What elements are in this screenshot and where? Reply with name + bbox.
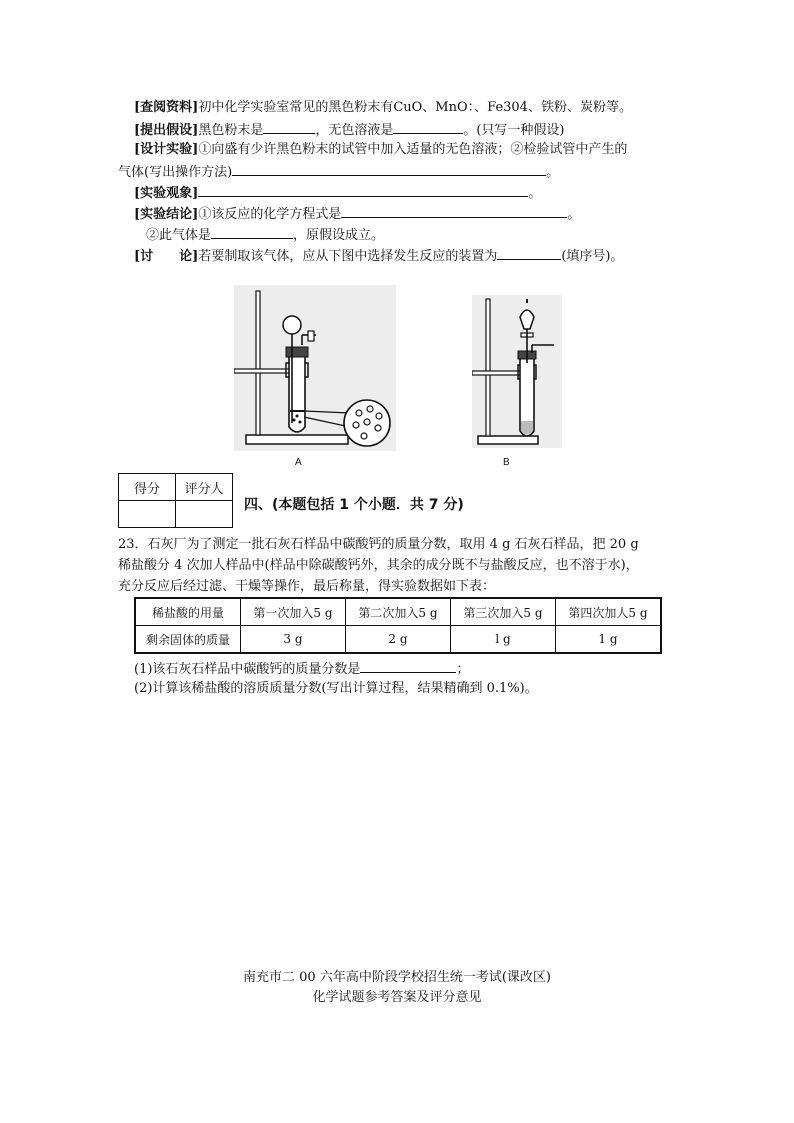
- table-cell: 第四次加人5 g: [556, 598, 662, 626]
- q23-line-3: 充分反应后经过滤、干燥等操作，最后称量，得实验数据如下表：: [118, 579, 496, 594]
- q22-line-7: [146, 225, 384, 245]
- tag-observation: [实验观象]: [134, 186, 199, 201]
- table-cell: 1 g: [556, 626, 662, 654]
- text-operation: 气体(写出操作方法): [118, 165, 233, 180]
- text-sub-1: (1)该石灰石样品中碳酸钙的质量分数是: [134, 662, 361, 677]
- text-fill-number: (填序号)。: [561, 249, 624, 264]
- figure-a-label: A: [295, 457, 302, 468]
- text-black-powder: 黑色粉末是: [198, 123, 264, 138]
- tag-design: [设计实验]: [134, 142, 199, 157]
- text-discussion: 若要制取该气体，应从下图中选择发生反应的装置为: [198, 249, 498, 264]
- q22-line-1: [134, 99, 632, 117]
- blank-apparatus[interactable]: [497, 246, 561, 260]
- text-consult: 初中化学实验室常见的黑色粉末有CuO、MnO：、Fe304、铁粉、炭粉等。: [198, 100, 632, 115]
- apparatus-a-illustration: [234, 285, 396, 451]
- q22-line-2: [134, 120, 565, 140]
- table-cell: 3 g: [241, 626, 346, 654]
- punct: 。: [528, 186, 542, 201]
- row-header-acid: 稀盐酸的用量: [135, 598, 241, 626]
- q22-line-4: [118, 162, 559, 182]
- q23-sub-2: (2)计算该稀盐酸的溶质质量分数(写出计算过程，结果精确到 0.1%)。: [134, 681, 538, 696]
- apparatus-b-figure: [472, 295, 562, 452]
- text-note: 。(只写一种假设): [463, 123, 565, 138]
- blank-solution[interactable]: [393, 120, 463, 134]
- figure-b-label: B: [503, 457, 510, 468]
- footer-exam-title: 南充市二 00 六年高中阶段学校招生统一考试(课改区): [243, 970, 551, 985]
- footer-answer-title: 化学试题参考答案及评分意见: [312, 990, 482, 1005]
- q22-line-5: [134, 183, 541, 203]
- blank-observation[interactable]: [198, 183, 528, 197]
- q23-line-1: 23．石灰厂为了测定一批石灰石样品中碳酸钙的质量分数，取用 4 g 石灰石样品，把 20 g: [118, 537, 639, 552]
- table-cell: 2 g: [346, 626, 451, 654]
- punct: 。: [567, 207, 581, 222]
- table-cell: 第一次加入5 g: [241, 598, 346, 626]
- score-table: [118, 473, 233, 528]
- score-cell[interactable]: [119, 501, 176, 528]
- blank-equation[interactable]: [341, 204, 567, 218]
- text-hypothesis-holds: ，原假设成立。: [293, 228, 385, 243]
- row-header-residue: 剩余固体的质量: [135, 626, 241, 654]
- text-design: ①向盛有少许黑色粉末的试管中加入适量的无色溶液；②检验试管中产生的: [198, 142, 628, 157]
- table-row: [135, 626, 661, 654]
- apparatus-b-illustration: [472, 295, 562, 448]
- table-cell: 第二次加入5 g: [346, 598, 451, 626]
- apparatus-a-figure: [234, 285, 396, 455]
- grader-header: 评分人: [176, 474, 233, 501]
- blank-mass-fraction[interactable]: [360, 659, 456, 673]
- q23-sub-1: [134, 659, 469, 679]
- text-equation: ①该反应的化学方程式是: [198, 207, 342, 222]
- blank-black-powder[interactable]: [263, 120, 315, 134]
- q22-line-6: [134, 204, 580, 224]
- blank-gas[interactable]: [211, 225, 293, 239]
- q22-line-3: [134, 141, 627, 159]
- table-cell: 第三次加入5 g: [451, 598, 556, 626]
- table-cell: l g: [451, 626, 556, 654]
- tag-consult: [查阅资料]: [134, 100, 199, 115]
- q22-line-8: [134, 246, 623, 266]
- q23-line-2: 稀盐酸分 4 次加人样品中(样品中除碳酸钙外，其余的成分既不与盐酸反应，也不溶于水)，: [118, 558, 639, 573]
- table-row: [135, 598, 661, 626]
- tag-hypothesis: [提出假设]: [134, 123, 199, 138]
- text-solution: ，无色溶液是: [315, 123, 394, 138]
- tag-conclusion: [实验结论]: [134, 207, 199, 222]
- experiment-data-table: [134, 597, 662, 654]
- tag-discussion: [讨 论]: [134, 249, 199, 264]
- grader-cell[interactable]: [176, 501, 233, 528]
- text-gas: ②此气体是: [146, 228, 212, 243]
- score-header: 得分: [119, 474, 176, 501]
- punct: 。: [546, 165, 560, 180]
- section-four-title: 四、(本题包括 1 个小题．共 7 分): [244, 497, 464, 513]
- punct: ；: [456, 662, 470, 677]
- blank-operation[interactable]: [232, 162, 546, 176]
